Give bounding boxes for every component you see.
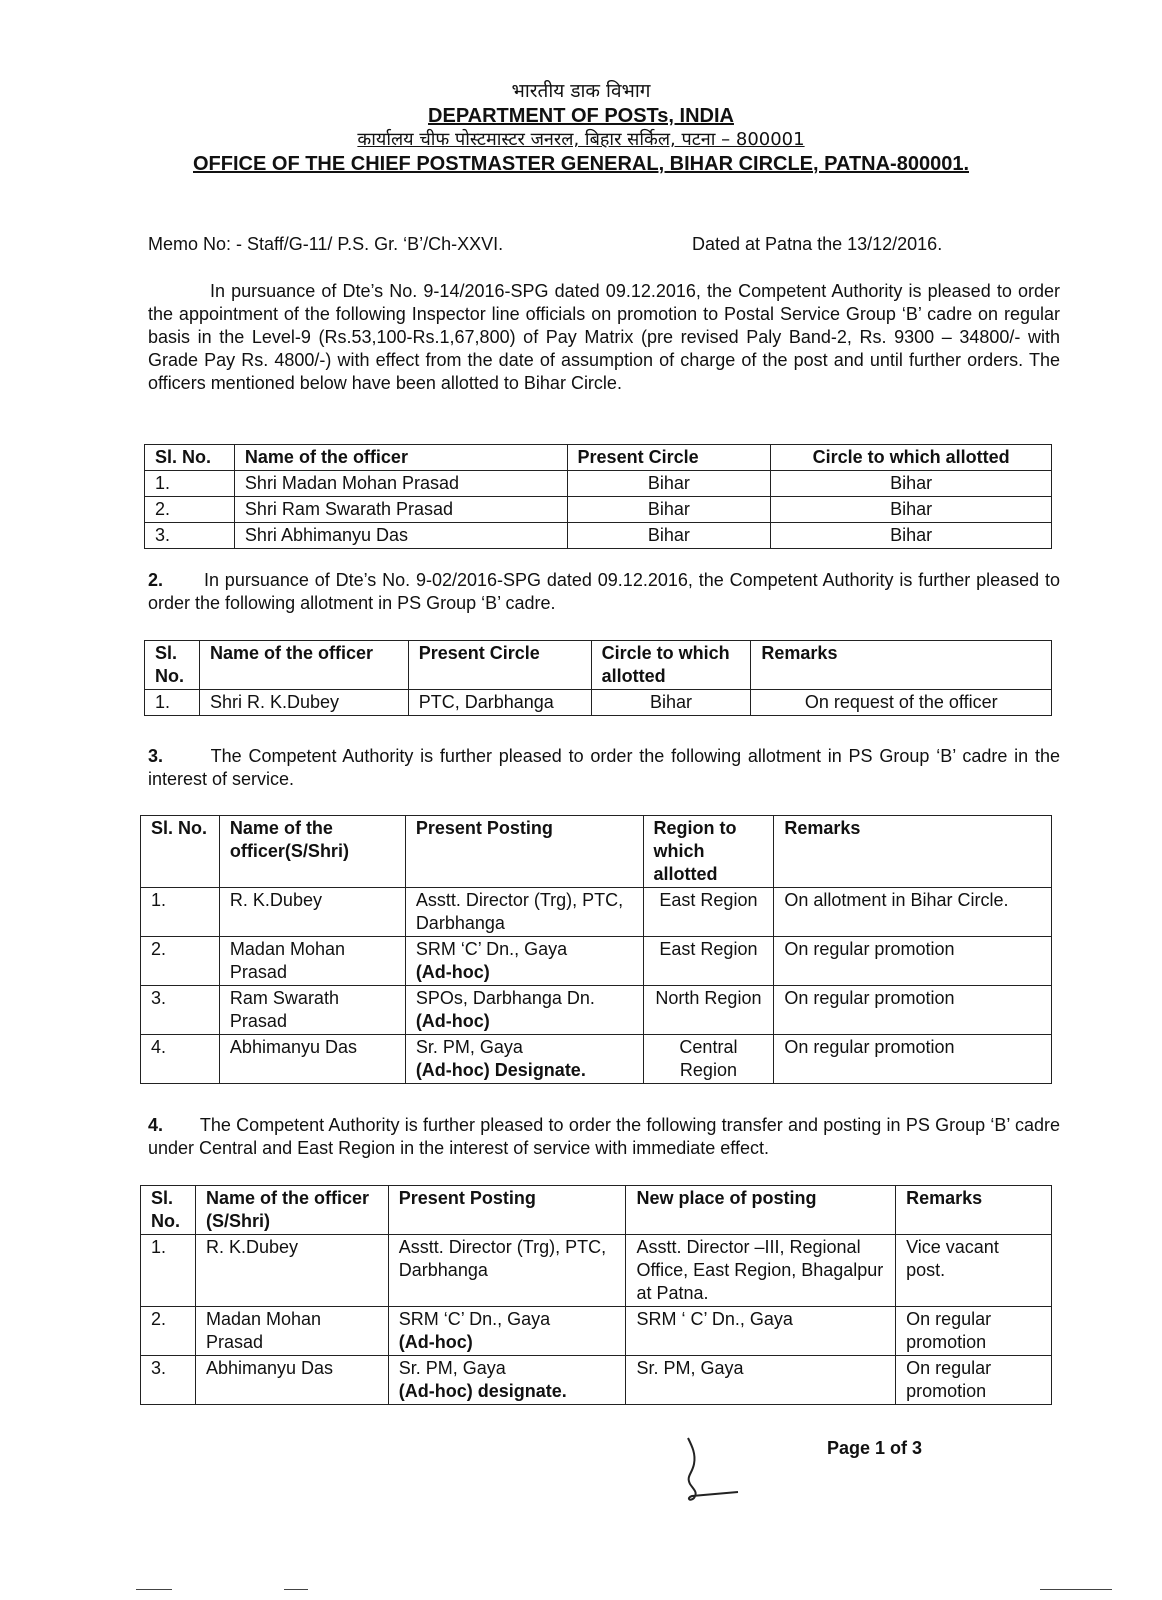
cell-name: Madan Mohan Prasad [219,937,405,986]
table-4 [140,1185,1052,1405]
cell-circle: Bihar [567,497,771,523]
cell-posting: Asstt. Director (Trg), PTC, Darbhanga [388,1235,626,1307]
col-header: Sl. No. [145,445,235,471]
table-row [141,986,1052,1035]
table-header-row [145,641,1052,690]
cell-name: Madan Mohan Prasad [195,1307,388,1356]
cell-sl: 2. [141,937,220,986]
table-row [141,1356,1052,1405]
col-header: Name of the officer (S/Shri) [195,1186,388,1235]
cell-circle: PTC, Darbhanga [408,690,591,716]
cell-sl: 3. [145,523,235,549]
paragraph-text: The Competent Authority is further pleased to order the following allotment in PS Group ‘B’ cadre in the interest of service. [148,746,1060,789]
memo-line [148,234,998,255]
cell-new-posting: SRM ‘ C’ Dn., Gaya [626,1307,896,1356]
cell-allotted: Bihar [771,471,1052,497]
footer-rule [284,1589,308,1590]
cell-circle: Bihar [567,471,771,497]
cell-name: Ram Swarath Prasad [219,986,405,1035]
paragraph-text: The Competent Authority is further pleased to order the following transfer and posting in PS Group ‘B’ cadre under Central and East Region in the interest of service with immediate effect. [148,1115,1060,1158]
cell-region: East Region [643,937,774,986]
table-2 [144,640,1052,716]
col-header: Sl. No. [141,816,220,888]
cell-sl: 1. [145,690,200,716]
col-header: Circle to which allotted [771,445,1052,471]
cell-sl: 1. [141,888,220,937]
col-header: Remarks [774,816,1052,888]
cell-posting: Asstt. Director (Trg), PTC, Darbhanga [405,888,643,937]
cell-name: Shri Ram Swarath Prasad [234,497,567,523]
cell-posting: SRM ‘C’ Dn., Gaya (Ad-hoc) [388,1307,626,1356]
cell-region: North Region [643,986,774,1035]
cell-name: Shri Abhimanyu Das [234,523,567,549]
col-header: Name of the officer(S/Shri) [219,816,405,888]
cell-name: Abhimanyu Das [195,1356,388,1405]
table-row [145,471,1052,497]
paragraph-number: 2. [148,570,164,590]
table-row [141,937,1052,986]
cell-remarks: On regular promotion [774,1035,1052,1084]
cell-remarks: On regular promotion [774,937,1052,986]
col-header: Present Circle [408,641,591,690]
cell-allotted: Bihar [591,690,751,716]
paragraph-number: 3. [148,746,164,766]
cell-remarks: On allotment in Bihar Circle. [774,888,1052,937]
cell-remarks: On regular promotion [896,1356,1052,1405]
memo-date: Dated at Patna the 13/12/2016. [692,234,943,254]
department-title: DEPARTMENT OF POSTs, INDIA [428,105,734,127]
table-row [141,1035,1052,1084]
col-header: Sl. No. [141,1186,196,1235]
col-header: Present Posting [405,816,643,888]
cell-name: R. K.Dubey [219,888,405,937]
paragraph-number: 4. [148,1115,164,1135]
table-1 [144,444,1052,549]
cell-remarks: On regular promotion [774,986,1052,1035]
cell-sl: 2. [145,497,235,523]
cell-name: Shri R. K.Dubey [199,690,408,716]
cell-sl: 3. [141,1356,196,1405]
paragraph-text: In pursuance of Dte’s No. 9-02/2016-SPG dated 09.12.2016, the Competent Authority is further pleased to order the following allotment in PS Group ‘B’ cadre. [148,570,1060,613]
table-row [141,888,1052,937]
col-header: New place of posting [626,1186,896,1235]
cell-name: R. K.Dubey [195,1235,388,1307]
cell-new-posting: Sr. PM, Gaya [626,1356,896,1405]
paragraph-2 [148,569,1060,615]
cell-region: Central Region [643,1035,774,1084]
cell-name: Abhimanyu Das [219,1035,405,1084]
hindi-department-title: भारतीय डाक विभाग [511,80,651,102]
cell-new-posting: Asstt. Director –III, Regional Office, East Region, Bhagalpur at Patna. [626,1235,896,1307]
footer-rule [136,1589,172,1590]
cell-sl: 1. [145,471,235,497]
cell-sl: 4. [141,1035,220,1084]
cell-posting: Sr. PM, Gaya (Ad-hoc) designate. [388,1356,626,1405]
cell-sl: 1. [141,1235,196,1307]
cell-name: Shri Madan Mohan Prasad [234,471,567,497]
table-header-row [141,1186,1052,1235]
col-header: Sl. No. [145,641,200,690]
cell-remarks: On request of the officer [751,690,1052,716]
paragraph-3 [148,745,1060,791]
cell-posting: SPOs, Darbhanga Dn. (Ad-hoc) [405,986,643,1035]
col-header: Circle to which allotted [591,641,751,690]
table-3 [140,815,1052,1084]
cell-remarks: On regular promotion [896,1307,1052,1356]
col-header: Remarks [896,1186,1052,1235]
col-header: Remarks [751,641,1052,690]
cell-allotted: Bihar [771,523,1052,549]
col-header: Present Posting [388,1186,626,1235]
letterhead [0,78,1162,176]
paragraph-4 [148,1114,1060,1160]
cell-allotted: Bihar [771,497,1052,523]
col-header: Name of the officer [199,641,408,690]
table-row [141,1235,1052,1307]
cell-remarks: Vice vacant post. [896,1235,1052,1307]
cell-region: East Region [643,888,774,937]
table-row [141,1307,1052,1356]
signature-mark [668,1432,748,1512]
footer-rule [1040,1589,1112,1590]
page-number: Page 1 of 3 [827,1438,923,1458]
table-row [145,523,1052,549]
cell-sl: 3. [141,986,220,1035]
paragraph-1: In pursuance of Dte’s No. 9-14/2016-SPG dated 09.12.2016, the Competent Authority is pleased to order the appointment of the following Inspector line officials on promotion to Postal Service Group ‘B’ cadre on regular basis in the Level-9 (Rs.53,100-Rs.1,67,800) of Pay Matrix (pre revised Paly Band-2, Rs. 9300 – 34800/- with Grade Pay Rs. 4800/-) with effect from the date of assumption of charge of the post and until further orders. The officers mentioned below have been allotted to Bihar Circle. [148,281,1060,393]
memo-number: Memo No: - Staff/G-11/ P.S. Gr. ‘B’/Ch-XXVI. [148,234,504,254]
hindi-office-title: कार्यालय चीफ पोस्टमास्टर जनरल, बिहार सर्किल, पटना – 800001 [357,129,805,150]
office-title: OFFICE OF THE CHIEF POSTMASTER GENERAL, BIHAR CIRCLE, PATNA-800001. [193,153,969,175]
table-row [145,690,1052,716]
col-header: Region to which allotted [643,816,774,888]
col-header: Name of the officer [234,445,567,471]
table-row [145,497,1052,523]
cell-circle: Bihar [567,523,771,549]
col-header: Present Circle [567,445,771,471]
cell-posting: SRM ‘C’ Dn., Gaya (Ad-hoc) [405,937,643,986]
table-header-row [145,445,1052,471]
cell-posting: Sr. PM, Gaya (Ad-hoc) Designate. [405,1035,643,1084]
table-header-row [141,816,1052,888]
cell-sl: 2. [141,1307,196,1356]
